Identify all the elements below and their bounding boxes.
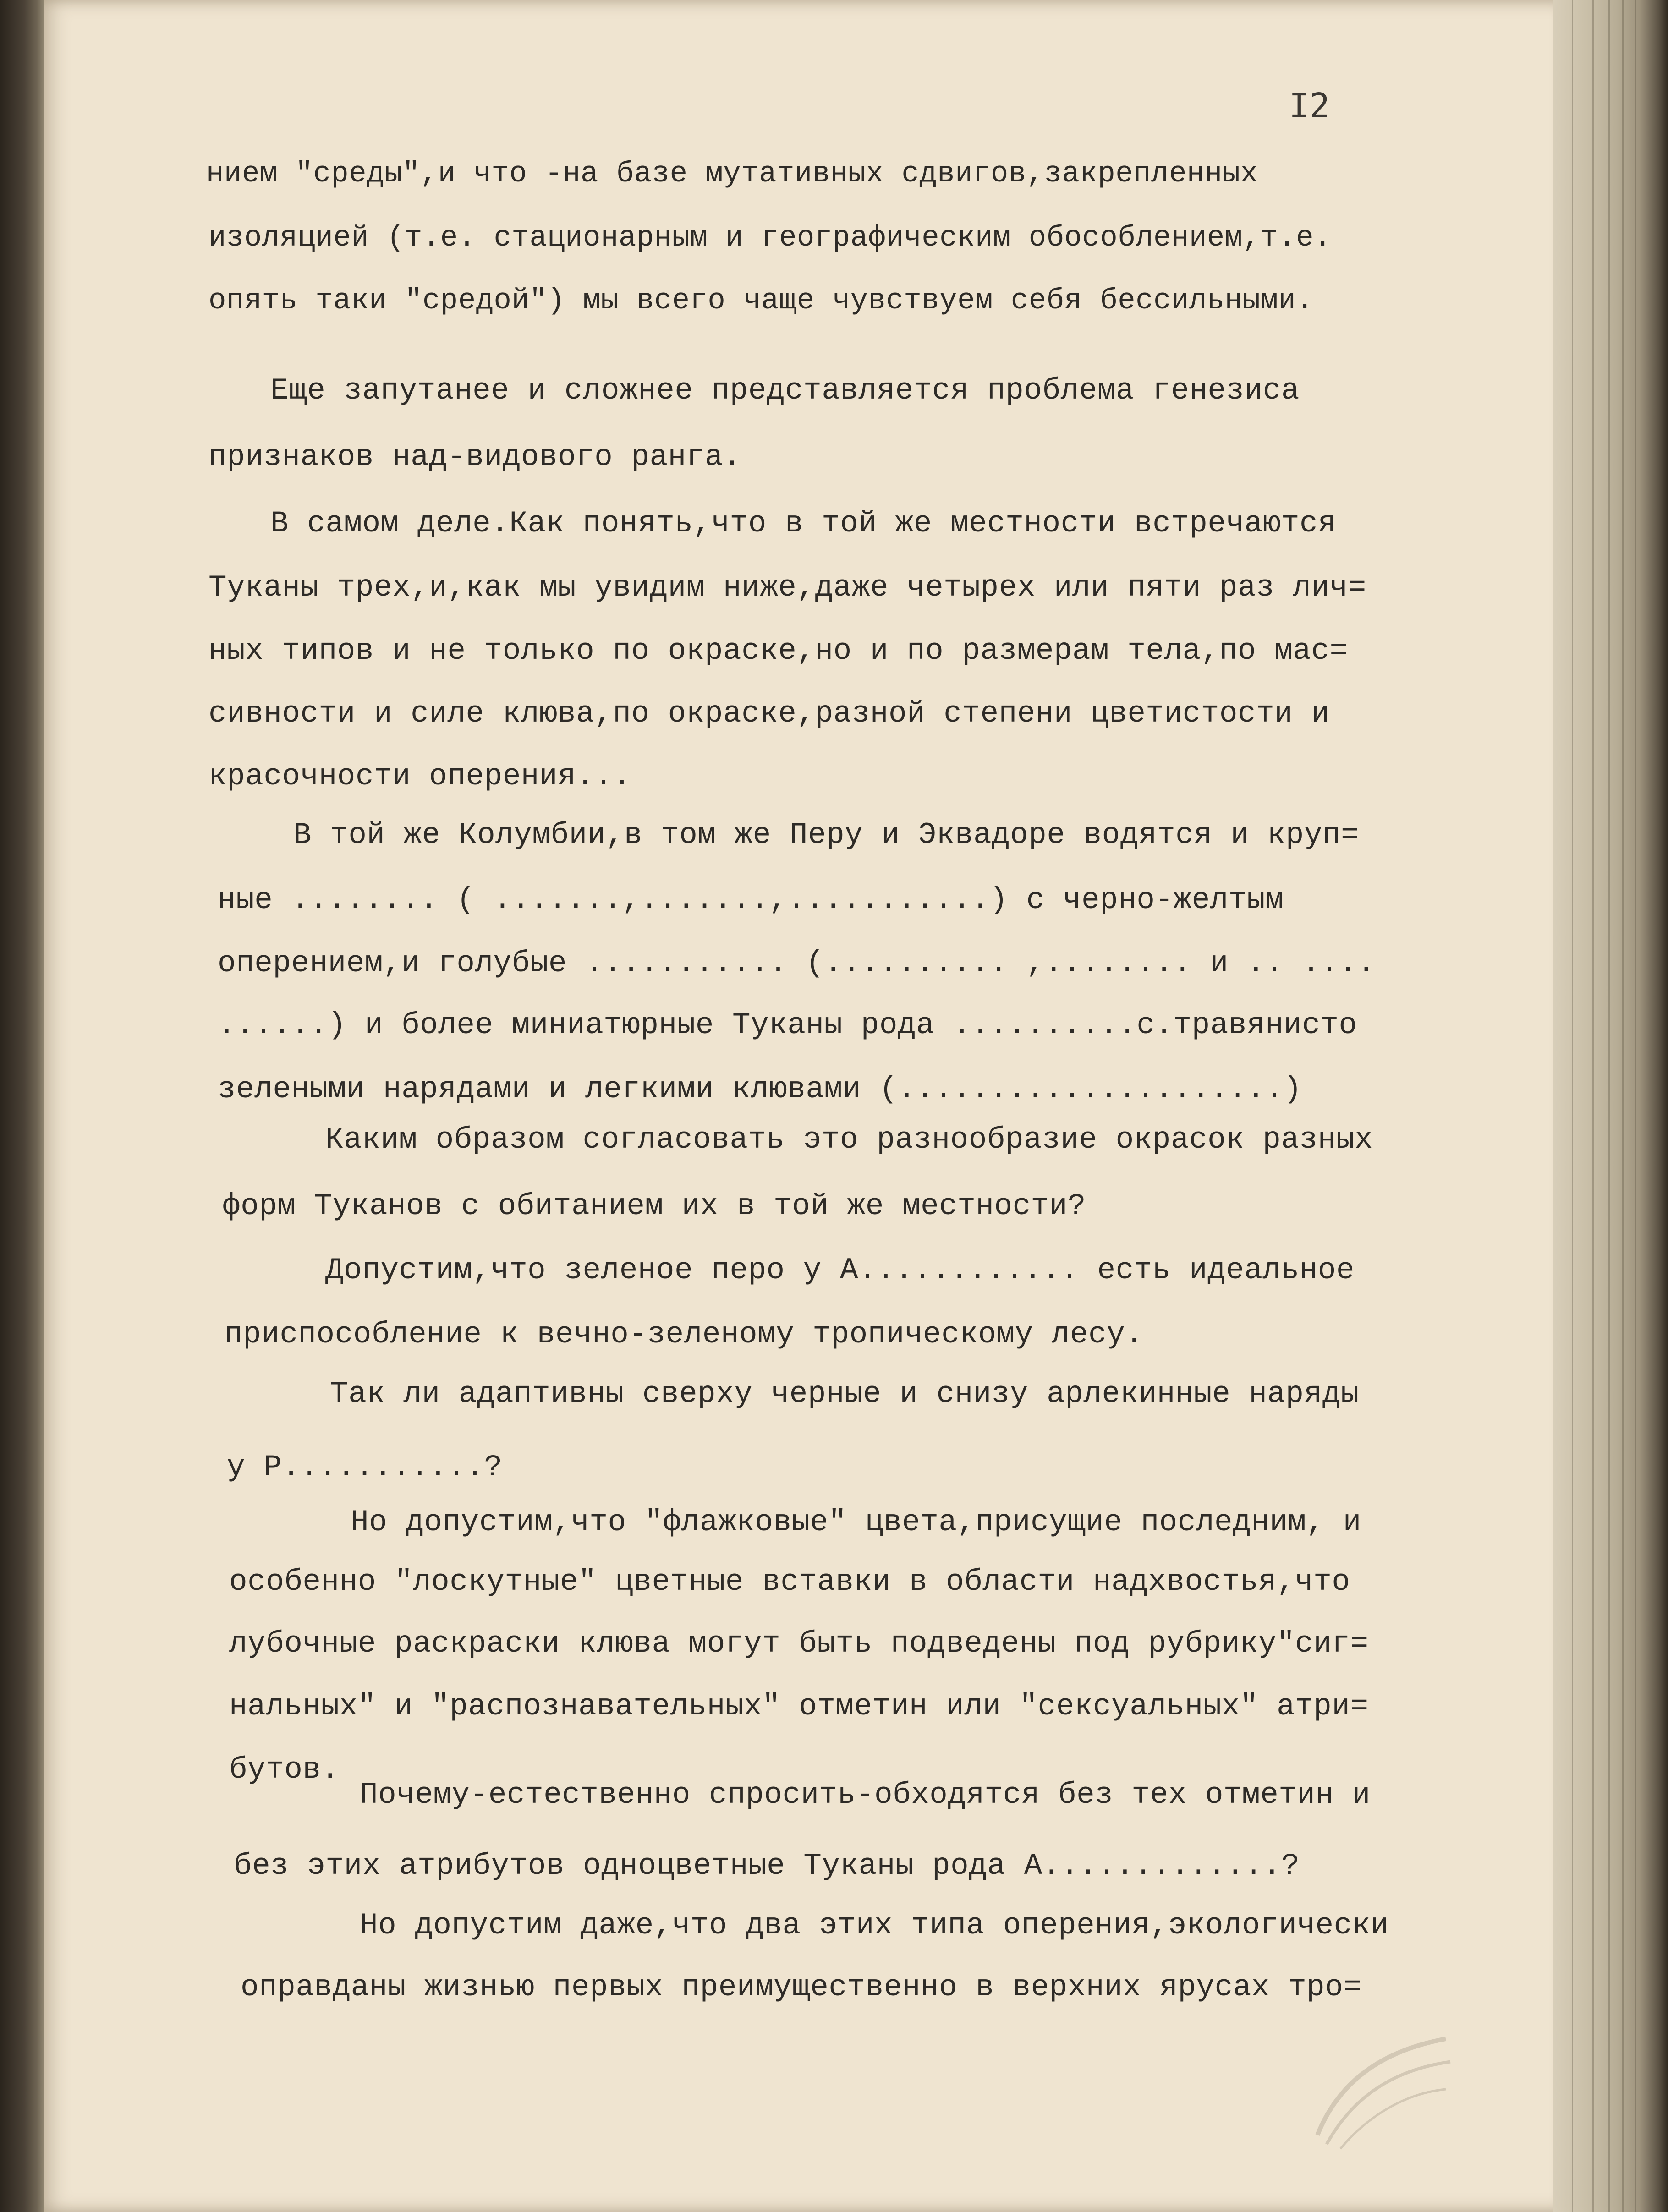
text-line-13: оперением,и голубые ........... (.......... ,........ и .. .... [218,946,1376,980]
text-line-23: особенно "лоскутные" цветные вставки в области надхвостья,что [229,1565,1350,1599]
text-line-28: без этих атрибутов одноцветные Туканы рода А.............? [234,1849,1300,1883]
text-line-25: нальных" и "распознавательных" отметин или "сексуальных" атри= [229,1689,1369,1724]
text-line-15: зелеными нарядами и легкими клювами (.....................) [218,1072,1302,1106]
text-line-27: Почему-естественно спросить-обходятся без тех отметин и [360,1778,1371,1812]
text-line-12: ные ........ ( .......,.......,...........) с черно-желтым [218,883,1284,917]
stack-edge-line [1608,0,1610,2212]
text-line-16: Каким образом согласовать это разнообразие окрасок разных [325,1122,1373,1157]
stack-edge-line [1635,0,1636,2212]
text-line-17: форм Туканов с обитанием их в той же местности? [222,1189,1086,1223]
text-line-1: нием "среды",и что -на базе мутативных сдвигов,закрепленных [206,158,1258,191]
text-line-20: Так ли адаптивны сверху черные и снизу арлекинные наряды [330,1377,1359,1411]
text-line-3: опять таки "средой") мы всего чаще чувствуем себя бессильными. [208,285,1314,318]
typewritten-page [44,0,1565,2212]
stack-edge-line [1622,0,1624,2212]
text-line-29: Но допустим даже,что два этих типа оперения,экологически [360,1908,1389,1943]
text-line-26: бутов. [229,1752,340,1787]
text-line-10: красочности оперения... [208,759,631,794]
text-line-9: сивности и силе клюва,по окраске,разной степени цветистости и [208,696,1330,731]
stack-edge-line [1572,0,1573,2212]
text-line-5: признаков над-видового ранга. [208,440,742,474]
page-number: I2 [1289,86,1330,126]
text-line-6: В самом деле.Как понять,что в той же местности встречаются [270,506,1337,541]
text-line-21: у Р...........? [227,1450,503,1484]
stack-edge-line [1592,0,1594,2212]
text-line-11: В той же Колумбии,в том же Перу и Эквадоре водятся и круп= [293,818,1360,852]
page-stack-edge [1553,0,1668,2212]
text-line-7: Туканы трех,и,как мы увидим ниже,даже четырех или пяти раз лич= [208,570,1366,605]
text-line-4: Еще запутанее и сложнее представляется проблема генезиса [270,373,1300,408]
text-line-30: оправданы жизнью первых преимущественно в верхних ярусах тро= [241,1970,1362,2004]
text-line-19: приспособление к вечно-зеленому тропическому лесу. [225,1317,1144,1352]
text-line-14: ......) и более миниатюрные Туканы рода ..........с.травянисто [218,1008,1357,1042]
text-line-24: лубочные раскраски клюва могут быть подведены под рубрику"сиг= [229,1626,1369,1661]
text-line-22: Но допустим,что "флажковые" цвета,присущие последним, и [351,1505,1361,1539]
text-line-8: ных типов и не только по окраске,но и по размерам тела,по мас= [208,634,1348,668]
book-spine-shadow [0,0,44,2212]
text-line-18: Допустим,что зеленое перо у А............ есть идеальное [325,1253,1355,1287]
faint-stamp-mark [1308,2025,1455,2153]
text-line-2: изоляцией (т.е. стационарным и географическим обособлением,т.е. [208,222,1332,255]
